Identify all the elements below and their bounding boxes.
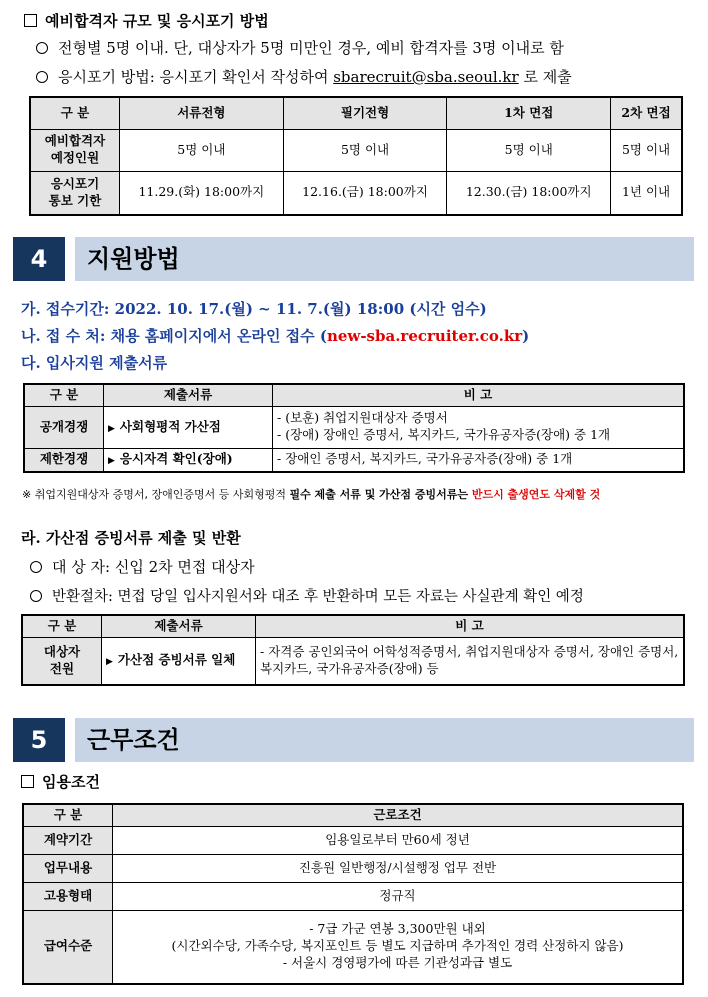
- section-title: 근무조건: [75, 718, 694, 762]
- bonus-bullet-1: 대 상 자: 신입 2차 면접 대상자: [30, 556, 255, 577]
- row-label: 고용형태: [23, 882, 113, 910]
- table-row: [30, 129, 682, 171]
- table-row: [24, 406, 684, 448]
- table-row: [23, 882, 683, 910]
- note-cell: - (보훈) 취업지원대상자 증명서 - (장애) 장애인 증명서, 복지카드, 국가유공자증(장애) 중 1개: [273, 406, 685, 448]
- employ-table: [22, 803, 684, 985]
- table-cell: 12.30.(금) 18:00까지: [447, 171, 611, 215]
- apply-place: 나. 접 수 처: 채용 홈페이지에서 온라인 접수 (new-sba.recruiter.co.kr): [21, 327, 530, 345]
- row-label: 공개경쟁: [24, 406, 104, 448]
- reserve-bullet-2: 응시포기 방법: 응시포기 확인서 작성하여 sbarecruit@sba.seoul.kr 로 제출: [36, 66, 572, 87]
- circle-bullet-icon: [36, 71, 48, 83]
- bonus-heading: 라. 가산점 증빙서류 제출 및 반환: [21, 529, 241, 547]
- table-cell: 임용일로부터 만60세 정년: [113, 826, 684, 854]
- table-row: [22, 637, 684, 685]
- table-row: [23, 826, 683, 854]
- apply-period: 가. 접수기간: 2022. 10. 17.(월) ~ 11. 7.(월) 18:00 (시간 엄수): [21, 300, 487, 318]
- bonus-th-0: 구 분: [22, 615, 102, 637]
- table-cell: 5명 이내: [447, 129, 611, 171]
- apply-docs-table: [23, 383, 685, 473]
- table-cell: 5명 이내: [120, 129, 284, 171]
- table-cell: 정규직: [113, 882, 684, 910]
- table-cell: - 7급 가군 연봉 3,300만원 내외 (시간외수당, 가족수당, 복지포인트 등 별도 지급하며 추가적인 경력 산정하지 않음) - 서울시 경영평가에 따른 기관성과급 별도: [113, 910, 684, 984]
- employ-th-1: 근로조건: [113, 804, 684, 826]
- table-row: [23, 910, 683, 984]
- table-cell: 5명 이내: [611, 129, 682, 171]
- employ-th-0: 구 분: [23, 804, 113, 826]
- employ-heading: 임용조건: [21, 771, 100, 792]
- docs-th-0: 구 분: [24, 384, 104, 406]
- reserve-heading: 예비합격자 규모 및 응시포기 방법: [24, 10, 269, 31]
- docs-th-1: 제출서류: [104, 384, 273, 406]
- bonus-table: [21, 614, 685, 686]
- bonus-th-1: 제출서류: [102, 615, 256, 637]
- reserve-th-2: 필기전형: [283, 97, 447, 129]
- docs-footnote: ※ 취업지원대상자 증명서, 장애인증명서 등 사회형평적 필수 제출 서류 및 가산점 증빙서류는 반드시 출생연도 삭제할 것: [22, 488, 601, 501]
- circle-bullet-icon: [30, 561, 42, 573]
- table-cell: 1년 이내: [611, 171, 682, 215]
- reserve-th-3: 1차 면접: [447, 97, 611, 129]
- table-cell: 진흥원 일반행정/시설행정 업무 전반: [113, 854, 684, 882]
- row-label: 제한경쟁: [24, 448, 104, 472]
- section-number: 5: [13, 718, 65, 762]
- circle-bullet-icon: [36, 42, 48, 54]
- square-bullet-icon: [24, 14, 37, 27]
- doc-cell: ▶ 가산점 증빙서류 일체: [102, 637, 256, 685]
- square-bullet-icon: [21, 775, 34, 788]
- bonus-bullet-2: 반환절차: 면접 당일 입사지원서와 대조 후 반환하며 모든 자료는 사실관계 확인 예정: [30, 585, 584, 606]
- table-row: [30, 171, 682, 215]
- section-banner-5: [13, 718, 694, 762]
- table-row: [24, 448, 684, 472]
- apply-docs-heading: 다. 입사지원 제출서류: [21, 354, 168, 372]
- table-cell: 12.16.(금) 18:00까지: [283, 171, 447, 215]
- reserve-th-0: 구 분: [30, 97, 120, 129]
- note-cell: - 자격증 공인외국어 어학성적증명서, 취업지원대상자 증명서, 장애인 증명서, 복지카드, 국가유공자증(장애) 등: [256, 637, 685, 685]
- section-number: 4: [13, 237, 65, 281]
- docs-th-2: 비 고: [273, 384, 685, 406]
- row-label: 예비합격자 예정인원: [30, 129, 120, 171]
- row-label: 계약기간: [23, 826, 113, 854]
- recruit-url-link[interactable]: new-sba.recruiter.co.kr: [326, 327, 523, 345]
- doc-cell: ▶ 응시자격 확인(장애): [104, 448, 273, 472]
- table-row: [23, 854, 683, 882]
- circle-bullet-icon: [30, 590, 42, 602]
- note-cell: - 장애인 증명서, 복지카드, 국가유공자증(장애) 중 1개: [273, 448, 685, 472]
- row-label: 업무내용: [23, 854, 113, 882]
- reserve-bullet-1: 전형별 5명 이내. 단, 대상자가 5명 미만인 경우, 예비 합격자를 3명 이내로 함: [36, 37, 564, 58]
- bonus-th-2: 비 고: [256, 615, 685, 637]
- reserve-th-4: 2차 면접: [611, 97, 682, 129]
- reserve-table: [29, 96, 683, 216]
- email-link[interactable]: sbarecruit@sba.seoul.kr: [333, 68, 519, 86]
- row-label: 대상자 전원: [22, 637, 102, 685]
- row-label: 급여수준: [23, 910, 113, 984]
- doc-cell: ▶ 사회형평적 가산점: [104, 406, 273, 448]
- table-cell: 5명 이내: [283, 129, 447, 171]
- row-label: 응시포기 통보 기한: [30, 171, 120, 215]
- table-cell: 11.29.(화) 18:00까지: [120, 171, 284, 215]
- section-title: 지원방법: [75, 237, 694, 281]
- reserve-th-1: 서류전형: [120, 97, 284, 129]
- section-banner-4: [13, 237, 694, 281]
